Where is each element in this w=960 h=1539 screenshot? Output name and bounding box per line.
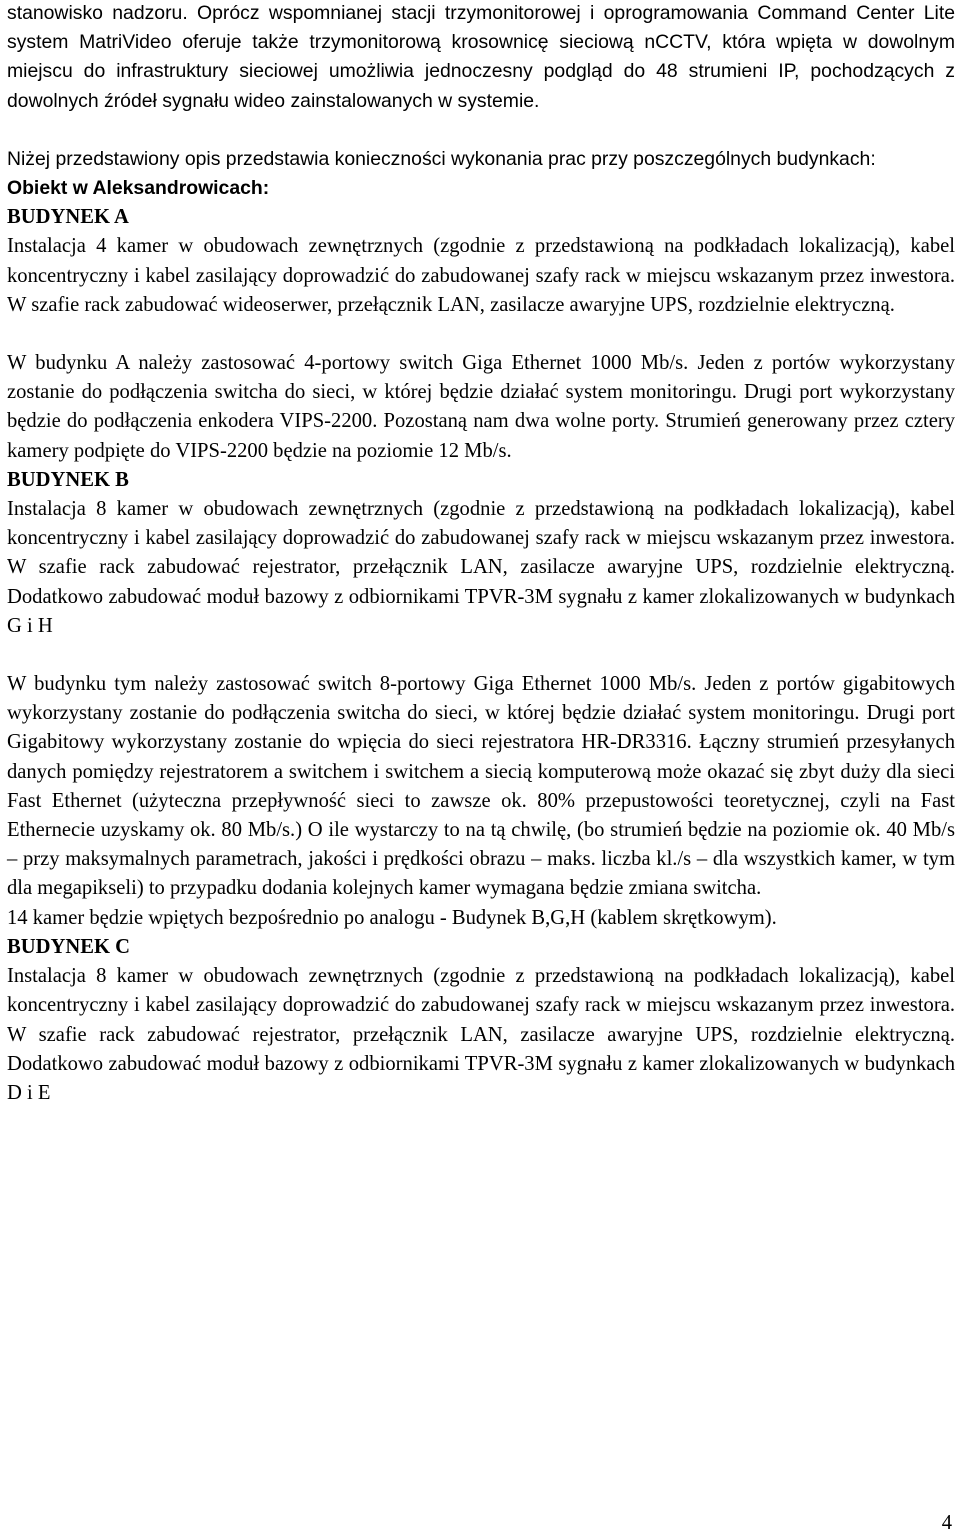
building-c-installation-paragraph: Instalacja 8 kamer w obudowach zewnętrznych (zgodnie z przedstawioną na podkładach lokalizacją), kabel koncentryczny i kabel zasilający doprowadzić do zabudowanej szafy rack w miejscu wskazanym przez inwestora. W szafie rack zabudować rejestrator, przełącznik LAN, zasilacze awaryjne UPS, rozdzielnie elektryczną. Dodatkowo zabudować moduł bazowy z odbiornikami TPVR-3M sygnału z kamer zlokalizowanych w budynkach D i E [7,965,955,1104]
building-c-heading: BUDYNEK C [7,935,130,958]
building-a-heading: BUDYNEK A [7,206,129,229]
building-b-heading: BUDYNEK B [7,468,129,491]
page-number: 4 [941,1512,952,1534]
description-intro-paragraph: Niżej przedstawiony opis przedstawia konieczności wykonania prac przy poszczególnych budynkach: [7,147,876,170]
document-page [7,0,955,1108]
building-b-switch-paragraph: W budynku tym należy zastosować switch 8-portowy Giga Ethernet 1000 Mb/s. Jeden z portów gigabitowych wykorzystany zostanie do podłączenia switcha do sieci, w której będzie działać system monitoringu. Drugi port Gigabitowy wykorzystany zostanie do wpięcia do sieci rejestratora HR-DR3316. Łączny strumień przesyłanych danych pomiędzy rejestratorem a switchem i switchem a siecią komputerową może okazać się zbyt duży dla sieci Fast Ethernet (użyteczna przepływność sieci to zawsze ok. 80% przepustowości teoretycznej, czyli na Fast Ethernecie uzyskamy ok. 80 Mb/s.) O ile wystarczy to na tą chwilę, (bo strumień będzie na poziomie ok. 40 Mb/s – przy maksymalnych parametrach, jakości i prędkości obrazu – maks. liczba kl./s – dla wszystkich kamer, w tym dla megapikseli) to przypadku dodania kolejnych kamer wymagana będzie zmiana switcha. [7,673,955,900]
intro-paragraph: stanowisko nadzoru. Oprócz wspomnianej stacji trzymonitorowej i oprogramowania Command Center Lite system MatriVideo oferuje także trzymonitorową krosownicę sieciową nCCTV, która wpięta w dowolnym miejscu do infrastruktury sieciowej umożliwia jednoczesny podgląd do 48 strumieni IP, pochodzących z dowolnych źródeł sygnału wideo zainstalowanych w systemie. [7,2,955,112]
building-b-cameras-paragraph: 14 kamer będzie wpiętych bezpośrednio po analogu - Budynek B,G,H (kablem skrętkowym). [7,906,777,929]
object-heading: Obiekt w Aleksandrowicach: [7,177,270,200]
building-a-installation-paragraph: Instalacja 4 kamer w obudowach zewnętrznych (zgodnie z przedstawioną na podkładach lokalizacją), kabel koncentryczny i kabel zasilający doprowadzić do zabudowanej szafy rack w miejscu wskazanym przez inwestora. W szafie rack zabudować wideoserwer, przełącznik LAN, zasilacze awaryjne UPS, rozdzielnie elektryczną. [7,235,955,316]
building-b-installation-paragraph: Instalacja 8 kamer w obudowach zewnętrznych (zgodnie z przedstawioną na podkładach lokalizacją), kabel koncentryczny i kabel zasilający doprowadzić do zabudowanej szafy rack w miejscu wskazanym przez inwestora. W szafie rack zabudować rejestrator, przełącznik LAN, zasilacze awaryjne UPS, rozdzielnie elektryczną. Dodatkowo zabudować moduł bazowy z odbiornikami TPVR-3M sygnału z kamer zlokalizowanych w budynkach G i H [7,498,955,637]
building-a-switch-paragraph: W budynku A należy zastosować 4-portowy switch Giga Ethernet 1000 Mb/s. Jeden z portów wykorzystany zostanie do podłączenia switcha do sieci, w której będzie działać system monitoringu. Drugi port wykorzystany będzie do podłączenia enkodera VIPS-2200. Pozostaną nam dwa wolne porty. Strumień generowany przez cztery kamery podpięte do VIPS-2200 będzie na poziomie 12 Mb/s. [7,352,955,462]
